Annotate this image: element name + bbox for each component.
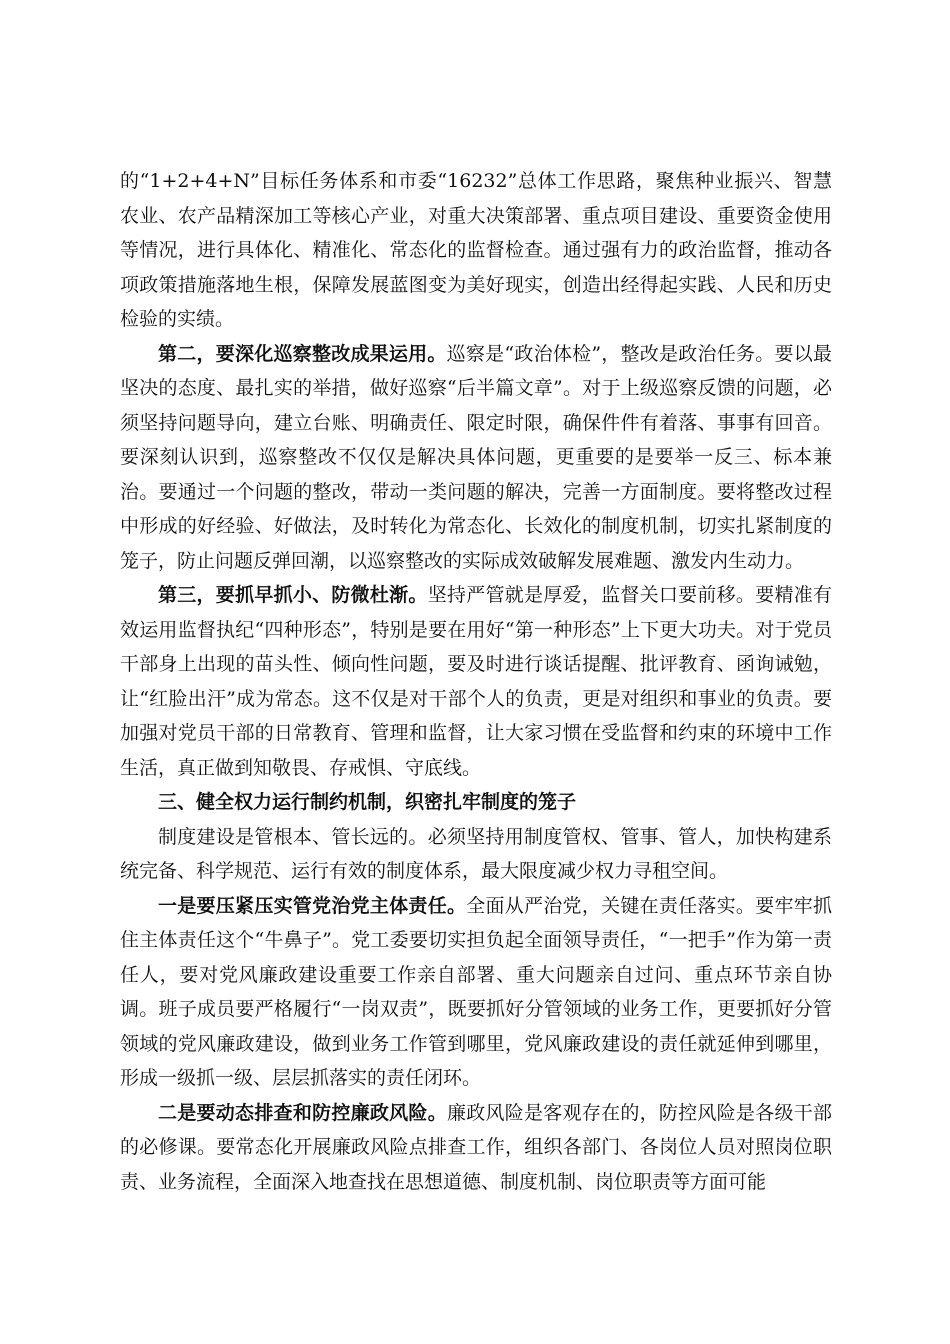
paragraph-lead: 一是要压紧压实管党治党主体责任。 [158,894,467,917]
section-intro: 制度建设是管根本、管长远的。必须坚持用制度管权、管事、管人，加快构建系统完备、科学规范、运行有效的制度体系，最大限度减少权力寻租空间。 [120,825,832,882]
paragraph-lead: 第三，要抓早抓小、防微杜渐。 [158,584,428,606]
paragraph-lead: 第二，要深化巡察整改成果运用。 [158,342,447,365]
document-body [120,164,832,1199]
paragraph-third-point [120,578,832,785]
section-heading: 三、健全权力运行制约机制，织密扎牢制度的笼子 [158,791,577,813]
paragraph-text: 巡察是“政治体检”，整改是政治任务。要以最坚决的态度、最扎实的举措，做好巡察“后半篇文章”。对于上级巡察反馈的问题，必须坚持问题导向，建立台账、明确责任、限定时限，确保件件有着落、事事有回音。要深刻认识到，巡察整改不仅仅是解决具体问题，更重要的是要举一反三、标本兼治。要通过一个问题的整改，带动一类问题的解决，完善一方面制度。要将整改过程中形成的好经验、好做法，及时转化为常态化、长效化的制度机制，切实扎紧制度的笼子，防止问题反弹回潮，以巡察整改的实际成效破解发展难题、激发内生动力。 [120,342,832,572]
paragraph-text: 全面从严治党，关键在责任落实。要牢牢抓住主体责任这个“牛鼻子”。党工委要切实担负起全面领导责任，“一把手”作为第一责任人，要对党风廉政建设重要工作亲自部署、重大问题亲自过问、重点环节亲自协调。班子成员要严格履行“一岗双责”，既要抓好分管领域的业务工作，更要抓好分管领域的党风廉政建设，做到业务工作管到哪里，党风廉政建设的责任就延伸到哪里，形成一级抓一级、层层抓落实的责任闭环。 [120,894,832,1089]
paragraph-first-measure [120,889,832,1096]
paragraph-text: 坚持严管就是厚爱，监督关口要前移。要精准有效运用监督执纪“四种形态”，特别是要在用好“第一种形态”上下更大功夫。对于党员干部身上出现的苗头性、倾向性问题，要及时进行谈话提醒、批评教育、函询诫勉，让“红脸出汗”成为常态。这不仅是对干部个人的负责，更是对组织和事业的负责。要加强对党员干部的日常教育、管理和监督，让大家习惯在受监督和约束的环境中工作生活，真正做到知敬畏、存戒惧、守底线。 [120,584,832,779]
paragraph-text: 的“1+2+4+N”目标任务体系和市委“16232”总体工作思路，聚焦种业振兴、智慧农业、农产品精深加工等核心产业，对重大决策部署、重点项目建设、重要资金使用等情况，进行具体化、精准化、常态化的监督检查。通过强有力的政治监督，推动各项政策措施落地生根，保障发展蓝图变为美好现实，创造出经得起实践、人民和历史检验的实绩。 [120,170,832,330]
paragraph-lead: 二是要动态排查和防控廉政风险。 [158,1101,447,1124]
paragraph-continuation [120,164,832,337]
paragraph-second-point [120,337,832,579]
paragraph-text: 廉政风险是客观存在的，防控风险是各级干部的必修课。要常态化开展廉政风险点排查工作，组织各部门、各岗位人员对照岗位职责、业务流程，全面深入地查找在思想道德、制度机制、岗位职责等方面可能 [120,1101,832,1193]
paragraph-second-measure [120,1096,832,1200]
